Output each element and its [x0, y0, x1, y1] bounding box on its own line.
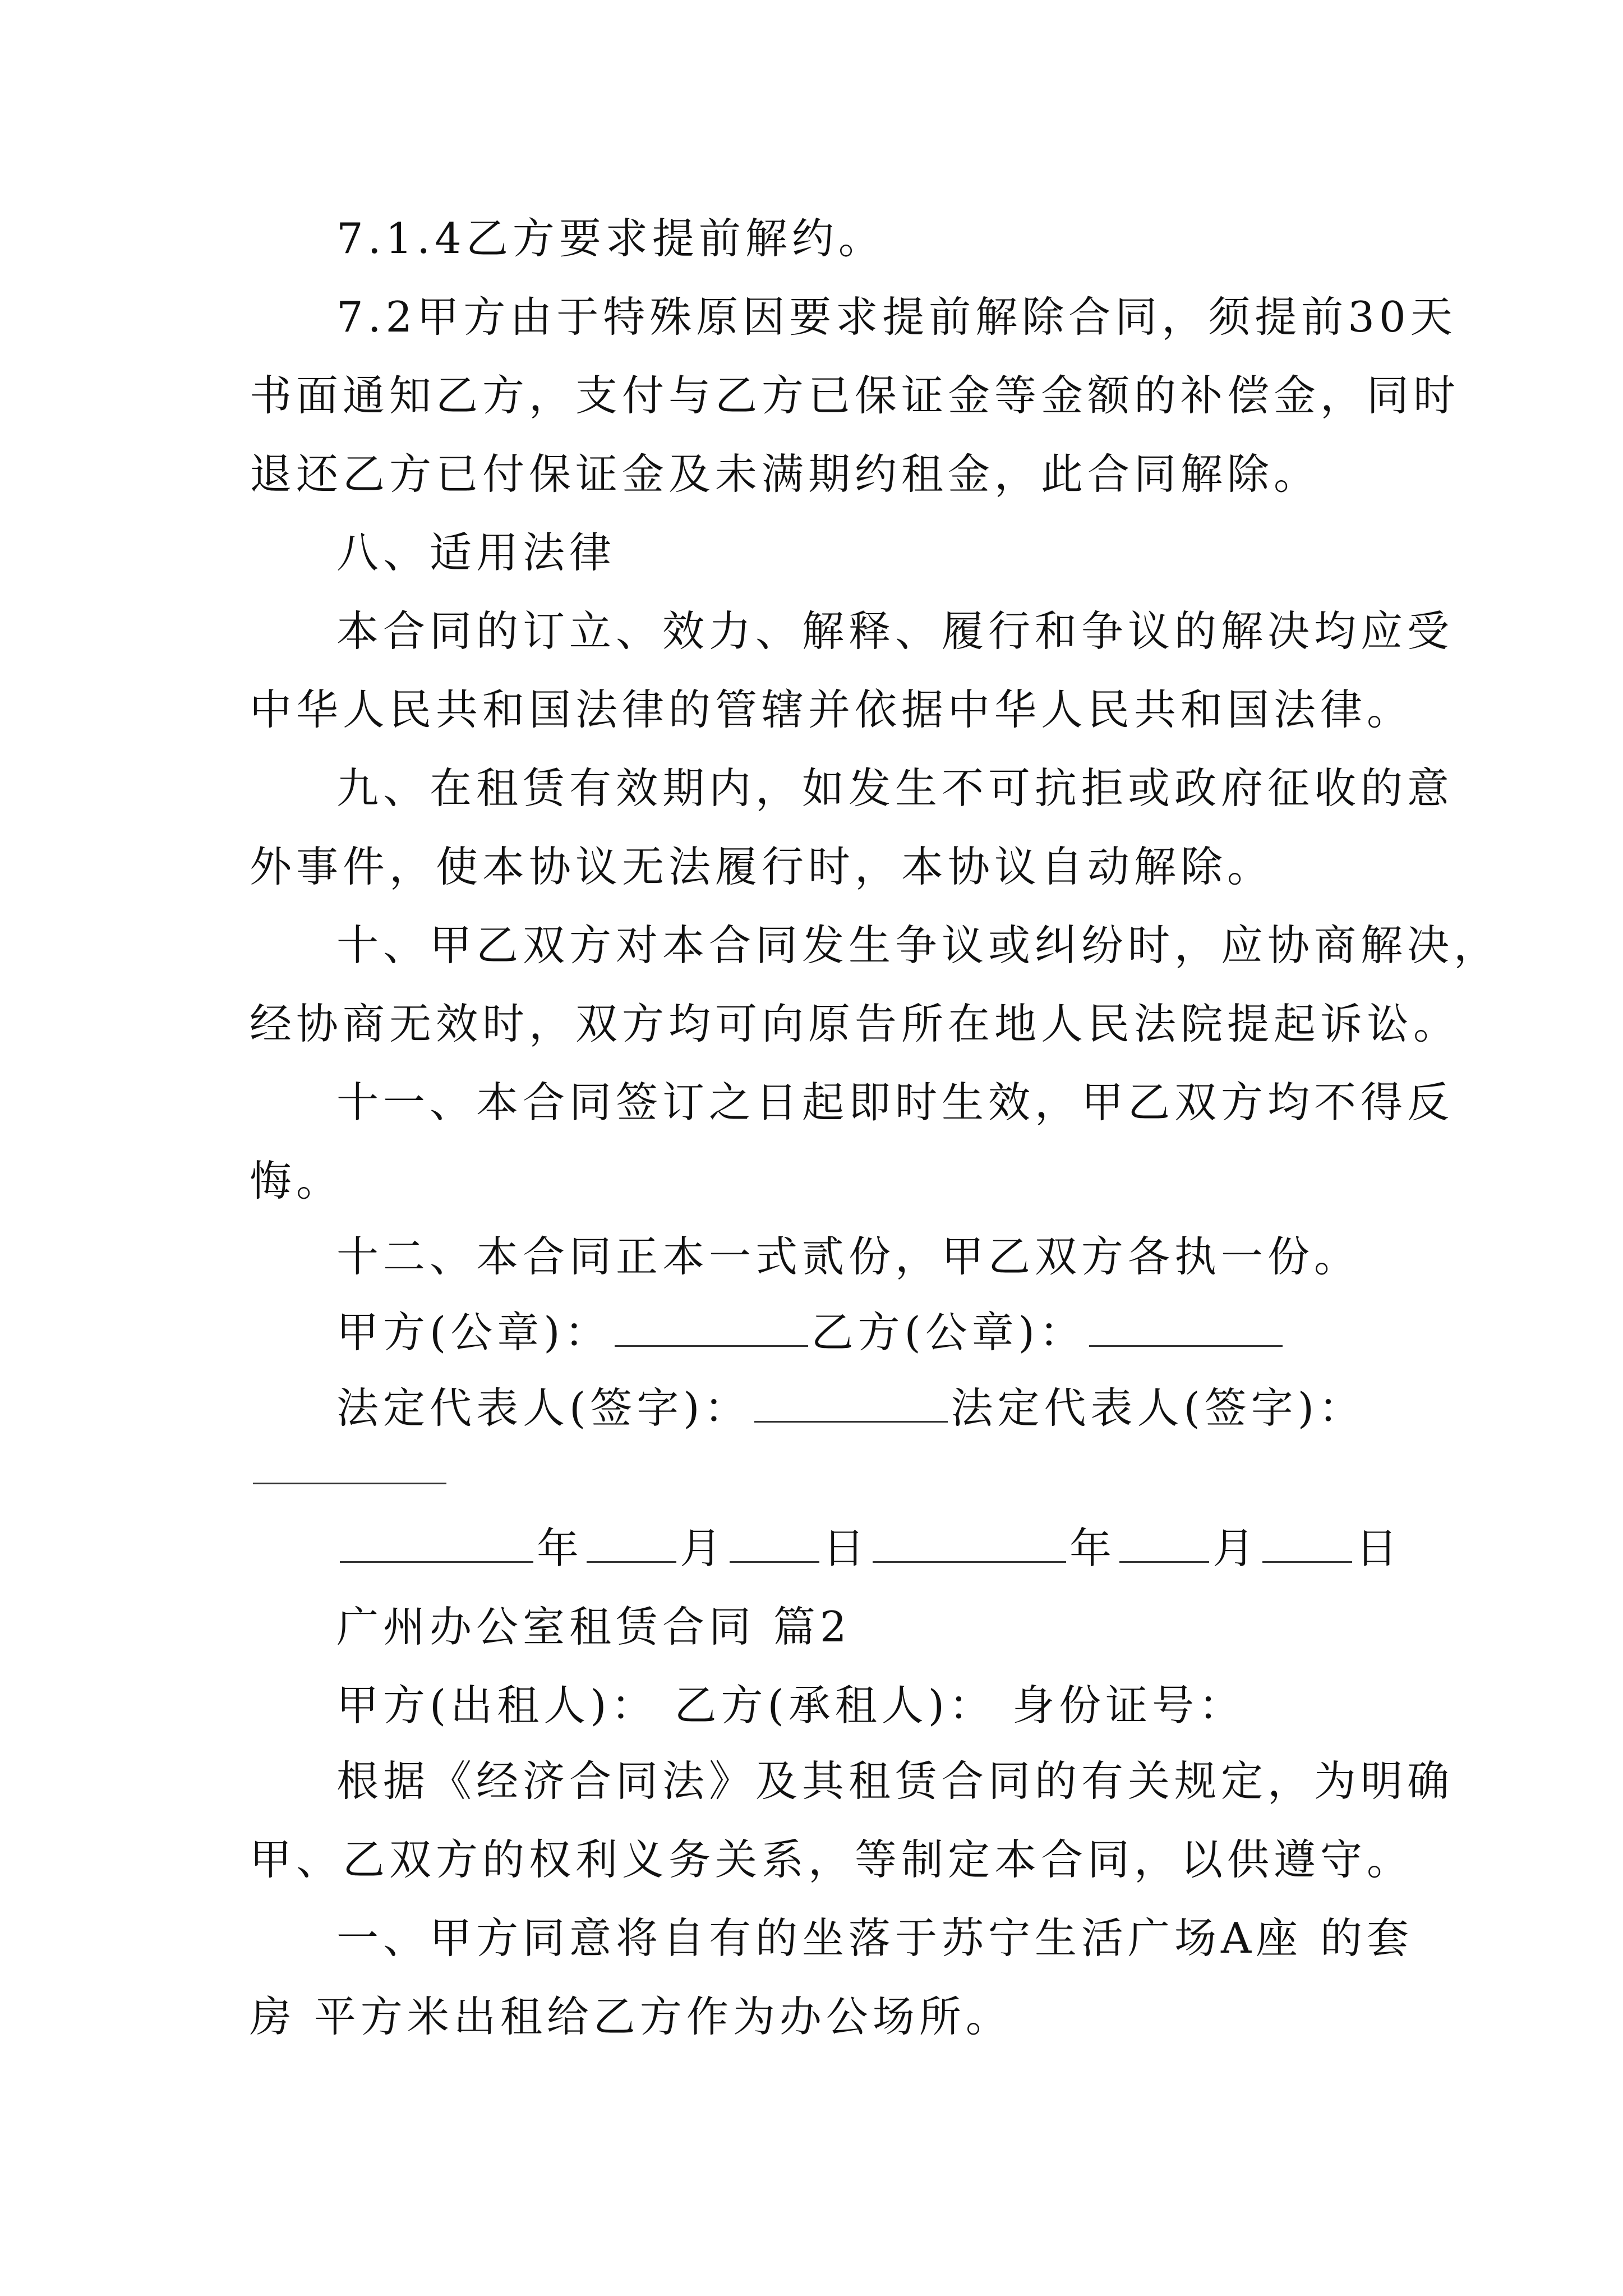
section-8-line-1: 本合同的订立、效力、解释、履行和争议的解决均应受 [336, 606, 1454, 656]
section-8-heading: 八、适用法律 [336, 528, 616, 577]
party-b-day-label: 日 [1355, 1524, 1403, 1573]
party-a-rep-blank[interactable] [754, 1382, 948, 1423]
party-a-year-blank[interactable] [340, 1522, 533, 1563]
lessee-label: 乙方(承租人)： [674, 1681, 996, 1730]
lessor-label: 甲方(出租人)： [336, 1681, 658, 1730]
section-8-line-2: 中华人民共和国法律的管辖并依据中华人民共和国法律。 [250, 685, 1414, 734]
clause-7-2-line-2: 书面通知乙方，支付与乙方已保证金等金额的补偿金，同时 [250, 371, 1460, 420]
preamble-line-1: 根据《经济合同法》及其租赁合同的有关规定，为明确 [336, 1756, 1454, 1806]
section-11-line-1: 十一、本合同签订之日起即时生效，甲乙双方均不得反 [336, 1078, 1454, 1127]
party-b-rep-label: 法定代表人(签字)： [951, 1383, 1366, 1433]
party-b-day-blank[interactable] [1262, 1522, 1352, 1563]
representative-signature-line [336, 1380, 1486, 1436]
section-11-line-2: 悔。 [250, 1156, 343, 1205]
clause-1-line-2: 房 平方米出租给乙方作为办公场所。 [250, 1992, 1012, 2041]
party-b-month-label: 月 [1212, 1524, 1260, 1573]
party-a-seal-label: 甲方(公章)： [336, 1308, 611, 1357]
id-number-label: 身份证号： [1012, 1681, 1246, 1730]
seal-signature-line [336, 1304, 1486, 1360]
section-9-line-2: 外事件，使本协议无法履行时，本协议自动解除。 [250, 842, 1274, 891]
party-a-seal-blank[interactable] [615, 1306, 808, 1347]
clause-1-line-1: 一、甲方同意将自有的坐落于苏宁生活广场A座 的套 [336, 1913, 1414, 1963]
party-b-month-blank[interactable] [1119, 1522, 1209, 1563]
party-a-year-label: 年 [537, 1524, 584, 1573]
preamble-line-2: 甲、乙双方的权利义务关系，等制定本合同，以供遵守。 [250, 1835, 1414, 1884]
party-a-day-label: 日 [823, 1524, 870, 1573]
party-b-seal-blank[interactable] [1089, 1306, 1283, 1347]
party-a-day-blank[interactable] [730, 1522, 819, 1563]
party-a-month-blank[interactable] [587, 1522, 676, 1563]
party-b-rep-continuation [250, 1442, 1399, 1498]
party-b-year-blank[interactable] [873, 1522, 1066, 1563]
party-a-rep-label: 法定代表人(签字)： [336, 1383, 751, 1433]
party-b-seal-label: 乙方(公章)： [811, 1308, 1086, 1357]
party-a-month-label: 月 [680, 1524, 727, 1573]
clause-7-1-4: 7.1.4乙方要求提前解约。 [336, 214, 885, 263]
section-10-line-1: 十、甲乙双方对本合同发生争议或纠纷时，应协商解决， [336, 921, 1501, 970]
date-line [336, 1520, 1486, 1576]
party-b-rep-blank[interactable] [253, 1443, 446, 1484]
section-title: 广州办公室租赁合同 篇2 [336, 1602, 851, 1651]
parties-line [336, 1677, 1486, 1733]
section-10-line-2: 经协商无效时，双方均可向原告所在地人民法院提起诉讼。 [250, 999, 1460, 1048]
clause-7-2-line-1: 7.2甲方由于特殊原因要求提前解除合同，须提前30天 [336, 292, 1457, 342]
clause-7-2-line-3: 退还乙方已付保证金及未满期约租金，此合同解除。 [250, 449, 1321, 499]
section-12: 十二、本合同正本一式贰份，甲乙双方各执一份。 [336, 1232, 1361, 1281]
party-b-year-label: 年 [1069, 1524, 1117, 1573]
section-9-line-1: 九、在租赁有效期内，如发生不可抗拒或政府征收的意 [336, 763, 1454, 813]
